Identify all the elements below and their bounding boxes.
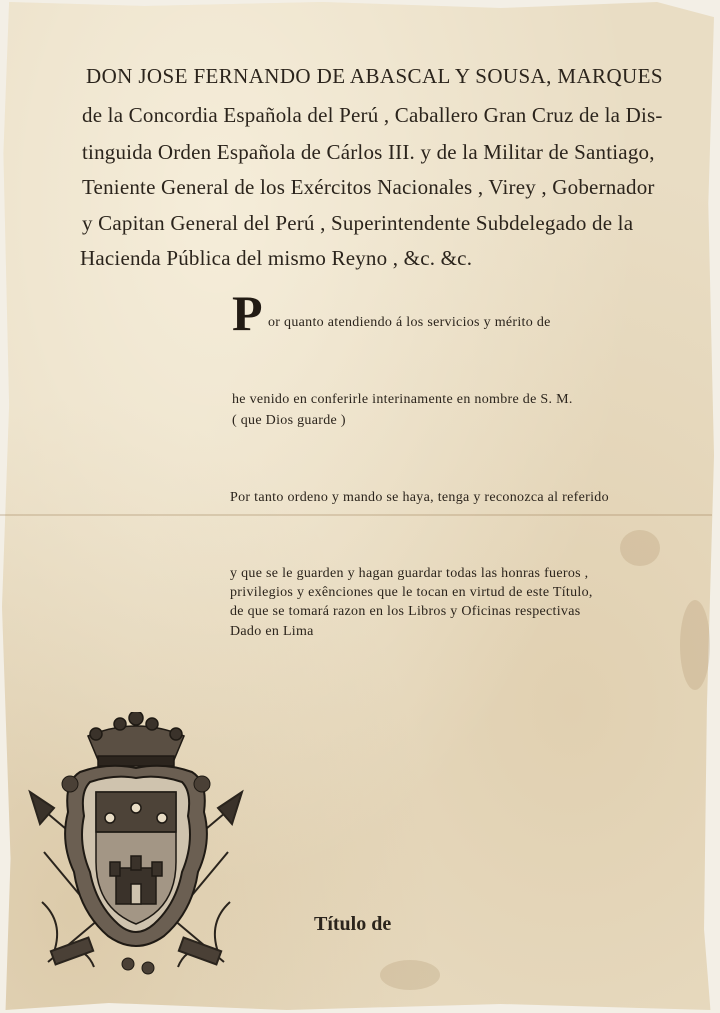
heading-line-4: Teniente General de los Exércitos Nacionales , Virey , Gobernador: [82, 175, 655, 199]
paper-stain: [620, 530, 660, 566]
drop-cap-letter: P: [232, 285, 263, 341]
heading-line-2: de la Concordia Española del Perú , Caballero Gran Cruz de la Dis-: [82, 103, 663, 127]
paper-stain: [380, 960, 440, 990]
paper-fold-line: [0, 514, 712, 516]
heading-line-3: tinguida Orden Española de Cárlos III. y de la Militar de Santiago,: [82, 140, 655, 164]
paragraph-4-line-1: y que se le guarden y hagan guardar todas las honras fueros ,: [230, 566, 589, 581]
title-label: Título de: [314, 913, 392, 935]
paragraph-4-line-2: privilegios y exênciones que le tocan en virtud de este Título,: [230, 585, 593, 600]
coat-of-arms-emblem: [24, 712, 248, 984]
heading-line-5: y Capitan General del Perú , Superintendente Subdelegado de la: [82, 211, 634, 235]
paragraph-1-line-1: or quanto atendiendo á los servicios y mérito de: [268, 315, 551, 330]
paragraph-4-line-3: de que se tomará razon en los Libros y Oficinas respectivas: [230, 604, 581, 619]
paragraph-2-line-1: he venido en conferirle interinamente en nombre de S. M.: [232, 392, 573, 407]
paper-stain: [680, 600, 710, 690]
paragraph-4-line-4: Dado en Lima: [230, 624, 314, 639]
paragraph-3-line-1: Por tanto ordeno y mando se haya, tenga y reconozca al referido: [230, 490, 609, 505]
heading-line-6: Hacienda Pública del mismo Reyno , &c. &c.: [80, 246, 473, 270]
heading-line-1: DON JOSE FERNANDO DE ABASCAL Y SOUSA, MARQUES: [86, 64, 663, 88]
paragraph-2-line-2: ( que Dios guarde ): [232, 413, 346, 428]
